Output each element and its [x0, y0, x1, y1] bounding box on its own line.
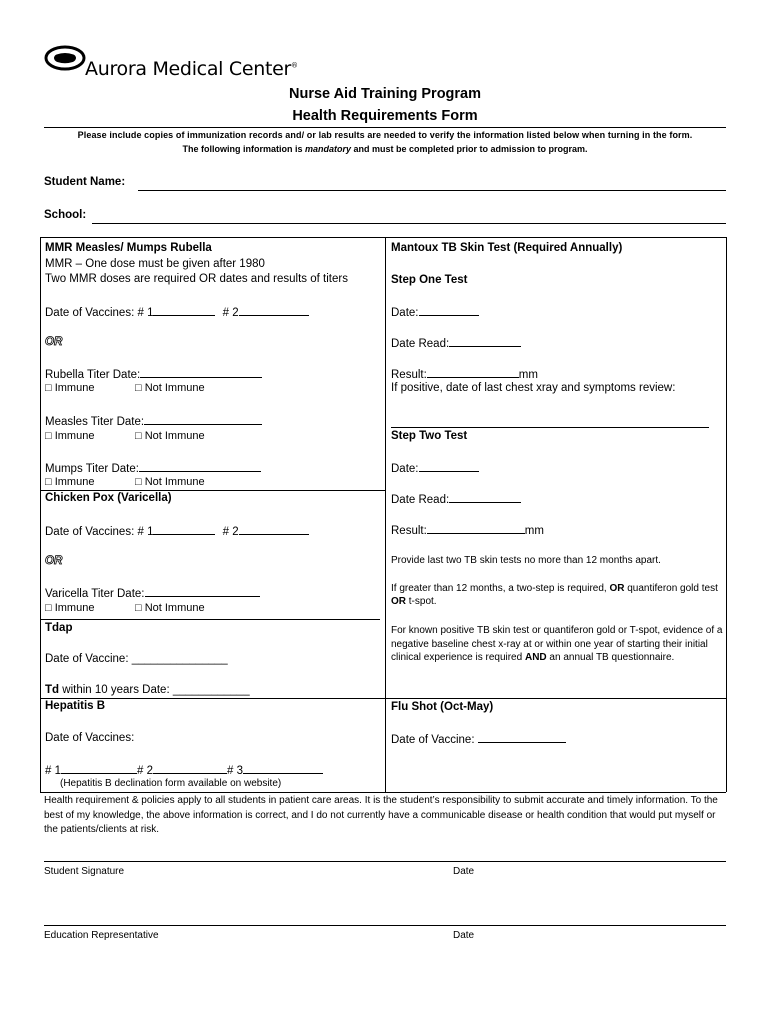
hepatitis-doses-row: # 1 # 2 # 3 [45, 763, 323, 777]
education-rep-label: Education Representative [44, 930, 159, 941]
step-two-date-field[interactable] [419, 461, 479, 472]
varicella-date-field[interactable] [145, 586, 260, 597]
school-label: School: [44, 209, 87, 221]
mmr-or: OR [45, 336, 63, 348]
step-two-date-read-row: Date Read: [391, 492, 521, 506]
measles-date-field[interactable] [144, 414, 262, 425]
hepatitis-b-title: Hepatitis B [45, 700, 106, 712]
mmr-vaccines-row: Date of Vaccines: # 1 # 2 [45, 305, 309, 319]
school-field[interactable] [92, 223, 726, 224]
step-two-result-field[interactable] [427, 523, 525, 534]
step-one-date-field[interactable] [419, 305, 479, 316]
student-signature-label: Student Signature [44, 866, 125, 877]
mmr-title: MMR Measles/ Mumps Rubella [45, 242, 212, 254]
step-one-result-row: Result: mm [391, 369, 538, 381]
chicken-pox-title: Chicken Pox (Varicella) [45, 492, 172, 504]
step-two-result-row: Result: mm [391, 525, 544, 537]
hepatitis-vaccines-label: Date of Vaccines: [45, 732, 135, 744]
hep-dose3-field[interactable] [243, 763, 323, 774]
mumps-immune-checkbox[interactable]: □ Immune [45, 476, 95, 488]
student-name-label: Student Name: [44, 176, 126, 188]
xray-date-field[interactable] [391, 427, 709, 428]
mmr-dose2-field[interactable] [239, 305, 309, 316]
step-one-result-field[interactable] [427, 367, 519, 378]
measles-immune-checkbox[interactable]: □ Immune [45, 430, 95, 442]
rubella-row: Rubella Titer Date: [45, 367, 262, 381]
tdap-vaccine-row[interactable]: Date of Vaccine: _______________ [45, 653, 228, 665]
two-step-note: If greater than 12 months, a two-step is required, OR quantiferon gold test OR t-spot. [391, 583, 718, 607]
rubella-not-immune-checkbox[interactable]: □ Not Immune [135, 382, 205, 394]
education-rep-signature-line[interactable] [44, 925, 726, 926]
rubella-immune-checkbox[interactable]: □ Immune [45, 382, 95, 394]
step-two-date-row: Date: [391, 461, 479, 475]
mumps-date-field[interactable] [139, 461, 261, 472]
logo-text: Aurora Medical Center® [85, 58, 298, 80]
student-name-field[interactable] [138, 190, 726, 191]
mumps-row: Mumps Titer Date: [45, 461, 261, 475]
mmr-rule-1: MMR – One dose must be given after 1980 [45, 258, 265, 270]
varicella-or: OR [45, 555, 63, 567]
tb-test-title: Mantoux TB Skin Test (Required Annually) [391, 242, 623, 254]
form-title-program: Nurse Aid Training Program [288, 86, 482, 102]
flu-vaccine-date-field[interactable] [478, 732, 566, 743]
positive-xray-note: If positive, date of last chest xray and symptoms review: [391, 382, 676, 394]
varicella-dose1-field[interactable] [153, 524, 215, 535]
instructions-note: Please include copies of immunization records and/ or lab results are needed to verify the information listed below when turning in the form. [77, 130, 693, 140]
varicella-immune-checkbox[interactable]: □ Immune [45, 602, 95, 614]
mumps-not-immune-checkbox[interactable]: □ Not Immune [135, 476, 205, 488]
student-signature-line[interactable] [44, 861, 726, 862]
varicella-not-immune-checkbox[interactable]: □ Not Immune [135, 602, 205, 614]
measles-not-immune-checkbox[interactable]: □ Not Immune [135, 430, 205, 442]
step-one-title: Step One Test [391, 274, 468, 286]
varicella-vaccines-row: Date of Vaccines: # 1 # 2 [45, 524, 309, 538]
measles-row: Measles Titer Date: [45, 414, 262, 428]
step-one-date-read-field[interactable] [449, 336, 521, 347]
step-two-date-read-field[interactable] [449, 492, 521, 503]
aurora-logo-icon [44, 44, 86, 72]
responsibility-statement: Health requirement & policies apply to all students in patient care areas. It is the student’s responsibility to submit accurate and timely information. To the best of my knowledge, the above information is correct, and I do not currently have a communicable disease or health condition that would put myself or the patients/clients at risk. [44, 795, 718, 835]
rubella-date-field[interactable] [140, 367, 262, 378]
flu-shot-title: Flu Shot (Oct-May) [391, 701, 494, 713]
hepatitis-declination-note: (Hepatitis B declination form available on website) [60, 778, 282, 789]
hep-dose2-field[interactable] [153, 763, 227, 774]
education-rep-date-label: Date [453, 930, 475, 941]
student-date-label: Date [453, 866, 475, 877]
tdap-title: Tdap [45, 622, 73, 634]
step-one-date-row: Date: [391, 305, 479, 319]
flu-vaccine-row: Date of Vaccine: [391, 732, 566, 746]
provide-tests-note: Provide last two TB skin tests no more than 12 months apart. [391, 555, 661, 566]
step-one-date-read-row: Date Read: [391, 336, 521, 350]
mandatory-note: The following information is mandatory and must be completed prior to admission to program. [182, 144, 588, 154]
mmr-dose1-field[interactable] [153, 305, 215, 316]
varicella-titer-row: Varicella Titer Date: [45, 586, 260, 600]
mmr-rule-2: Two MMR doses are required OR dates and results of titers [45, 273, 348, 285]
step-two-title: Step Two Test [391, 430, 468, 442]
header-divider [44, 127, 726, 128]
known-positive-note: For known positive TB skin test or quantiferon gold or T-spot, evidence of a negative baseline chest x-ray at or within one year of starting their initial clinical experience is required AND an annual TB questionnaire. [391, 625, 723, 663]
varicella-dose2-field[interactable] [239, 524, 309, 535]
td-row[interactable]: Td within 10 years Date: ____________ [45, 684, 250, 696]
form-title: Health Requirements Form [292, 108, 478, 124]
hep-dose1-field[interactable] [61, 763, 137, 774]
